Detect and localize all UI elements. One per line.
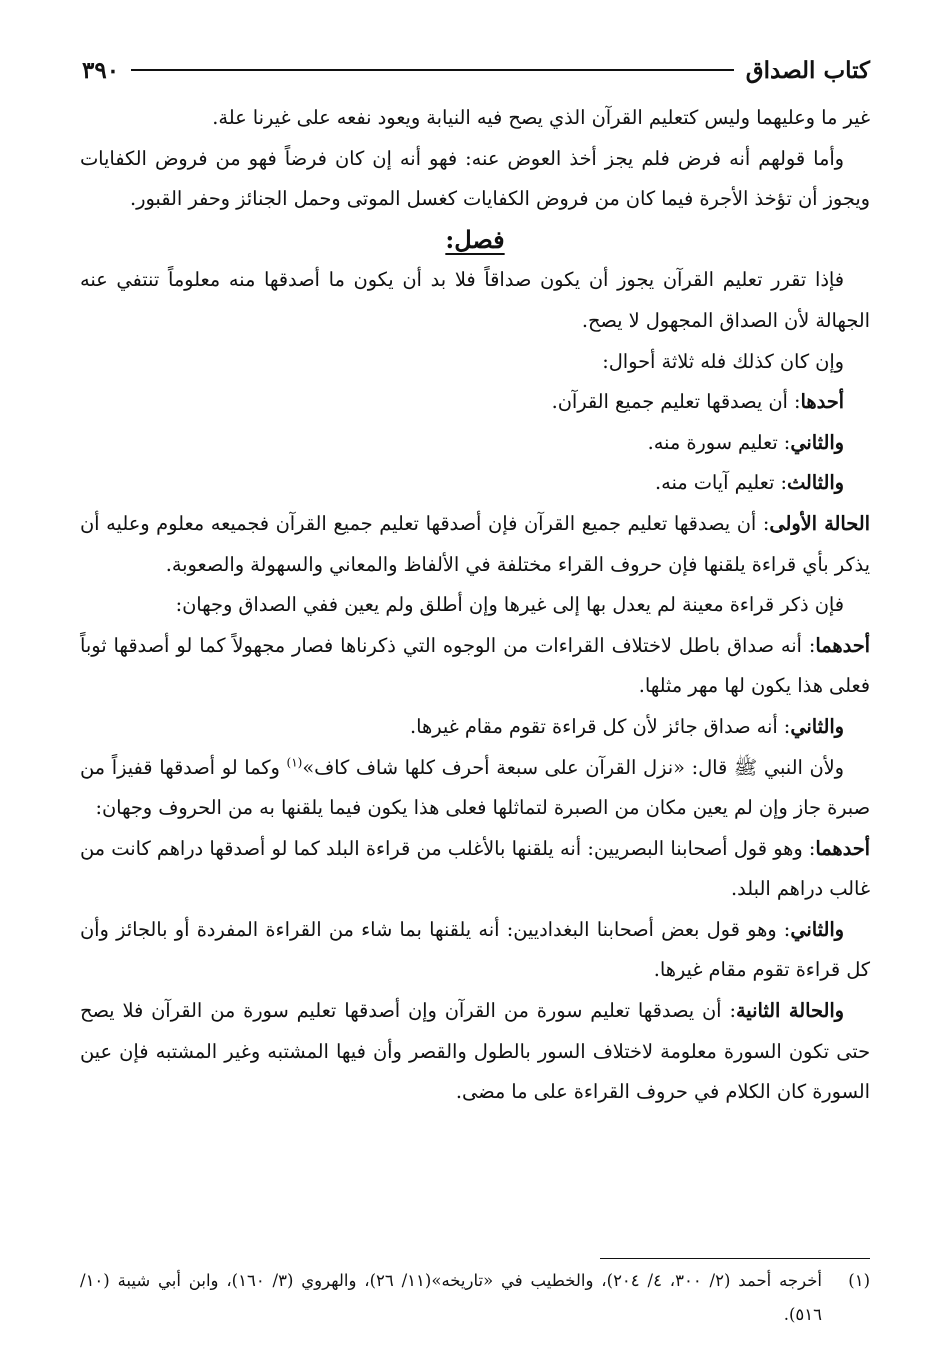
paragraph-text: وإن كان كذلك فله ثلاثة أحوال: [602, 349, 844, 373]
paragraph-text: فإذا تقرر تعليم القرآن يجوز أن يكون صداقاً فلا بد أن يكون ما أصدقها منه معلوماً تنتفي عنه الجهالة لأن الصداق المجهول لا يصح. [80, 268, 870, 332]
paragraph-text: : أن يصدقها تعليم جميع القرآن. [551, 390, 801, 414]
paragraph-text: : وهو قول أصحابنا البصريين: أنه يلقنها بالأغلب من قراءة البلد كما لو أصدقها دراهم كانت من غالب دراهم البلد. [80, 836, 870, 901]
paragraph-text: : تعليم سورة منه. [647, 430, 791, 454]
paragraph-text: : أن يصدقها تعليم جميع القرآن فإن أصدقها تعليم جميع القرآن فجميعه معلوم وعليه أن يذكر بأي قراءة يلقنها فإن حروف القراء مختلفة في الألفاظ والمعاني والسهولة والصعوبة. [80, 511, 870, 576]
paragraph-text: فإن ذكر قراءة معينة لم يعدل بها إلى غيرها وإن أطلق ولم يعين ففي الصداق وجهان: [175, 593, 844, 617]
paragraph-text: : وهو قول بعض أصحابنا البغداديين: أنه يلقنها بما شاء من القراءة المفردة أو بالجائز وأن كل قراءة تقوم مقام غيرها. [80, 917, 870, 982]
page-number: ٣٩٠ [82, 56, 120, 84]
section-heading: فصل: [445, 224, 505, 254]
paragraph-text: وكما لو أصدقها قفيزاً من صبرة جاز وإن لم يعين مكان من الصبرة لتماثلها فعلى هذا يكون فيما يلقنها به من الحروف وجهان: [80, 755, 870, 820]
paragraph [80, 260, 870, 341]
paragraph-lead: أحدها [800, 390, 844, 414]
paragraph-lead: والثاني [790, 430, 844, 454]
paragraph-text: وأما قولهم أنه فرض فلم يجز أخذ العوض عنه: فهو أنه إن كان فرضاً فهو من فروض الكفايات ويجوز أن تؤخذ الأجرة فيما كان من فروض الكفايات كغسل الموتى وحمل الجنائز وحفر القبور. [80, 146, 870, 211]
paragraph-text: غير ما وعليهما وليس كتعليم القرآن الذي يصح فيه النيابة ويعود نفعه على غيرنا علة. [212, 106, 870, 129]
paragraph [80, 463, 870, 504]
paragraph [80, 139, 870, 220]
paragraph [80, 423, 870, 464]
paragraph [80, 991, 870, 1113]
paragraph-lead: والثاني [790, 917, 844, 941]
paragraph [80, 585, 870, 626]
page-header [82, 52, 870, 88]
paragraph [80, 98, 870, 139]
paragraph-text: : تعليم آيات منه. [655, 471, 787, 495]
paragraph [80, 910, 870, 991]
main-text [80, 98, 870, 1113]
paragraph-lead: والثاني [790, 714, 844, 738]
footnote [80, 1264, 870, 1332]
footnote-text: أخرجه أحمد (٢/ ٣٠٠، ٤/ ٢٠٤)، والخطيب في «تاريخه»(١١/ ٢٦)، والهروي (٣/ ١٦٠)، وابن أبي شيبة (١٠/ ٥١٦). [80, 1271, 823, 1324]
paragraph-lead: الحالة الأولى [769, 511, 870, 535]
paragraph [80, 342, 870, 383]
footnote-number: (١) [848, 1271, 870, 1290]
footnote-reference[interactable]: (١) [286, 755, 303, 770]
paragraph-lead: أحدهما [815, 836, 870, 860]
paragraph [80, 829, 870, 910]
paragraph-text: : أنه صداق جائز لأن كل قراءة تقوم مقام غيرها. [410, 714, 791, 738]
paragraph-lead: أحدهما [815, 633, 870, 657]
paragraph-text: : أنه صداق باطل لاختلاف القراءات من الوجوه التي ذكرناها فصار مجهولاً كما لو أصدقها ثوباً فعلى هذا يكون لها مهر مثلها. [80, 633, 870, 698]
paragraph [80, 626, 870, 707]
paragraph [80, 382, 870, 423]
paragraph-text: : أن يصدقها تعليم سورة من القرآن وإن أصدقها تعليم سورة من القرآن فلا يصح حتى تكون السورة معلومة لاختلاف السور بالطول والقصر وأن فيها المشتبه وغير المشتبه فإن عين السورة كان الكلام في حروف القراءة على ما مضى. [80, 999, 870, 1104]
hadith-paragraph [80, 748, 870, 829]
header-rule [131, 69, 734, 71]
book-title: كتاب الصداق [745, 56, 870, 84]
paragraph-lead: والحالة الثانية [735, 999, 844, 1023]
paragraph-text: ولأن النبي ﷺ قال: «نزل القرآن على سبعة أحرف كلها شاف كاف» [302, 755, 844, 779]
paragraph [80, 504, 870, 585]
paragraph-lead: والثالث [786, 471, 844, 495]
footnote-divider [600, 1258, 870, 1259]
paragraph [80, 707, 870, 748]
